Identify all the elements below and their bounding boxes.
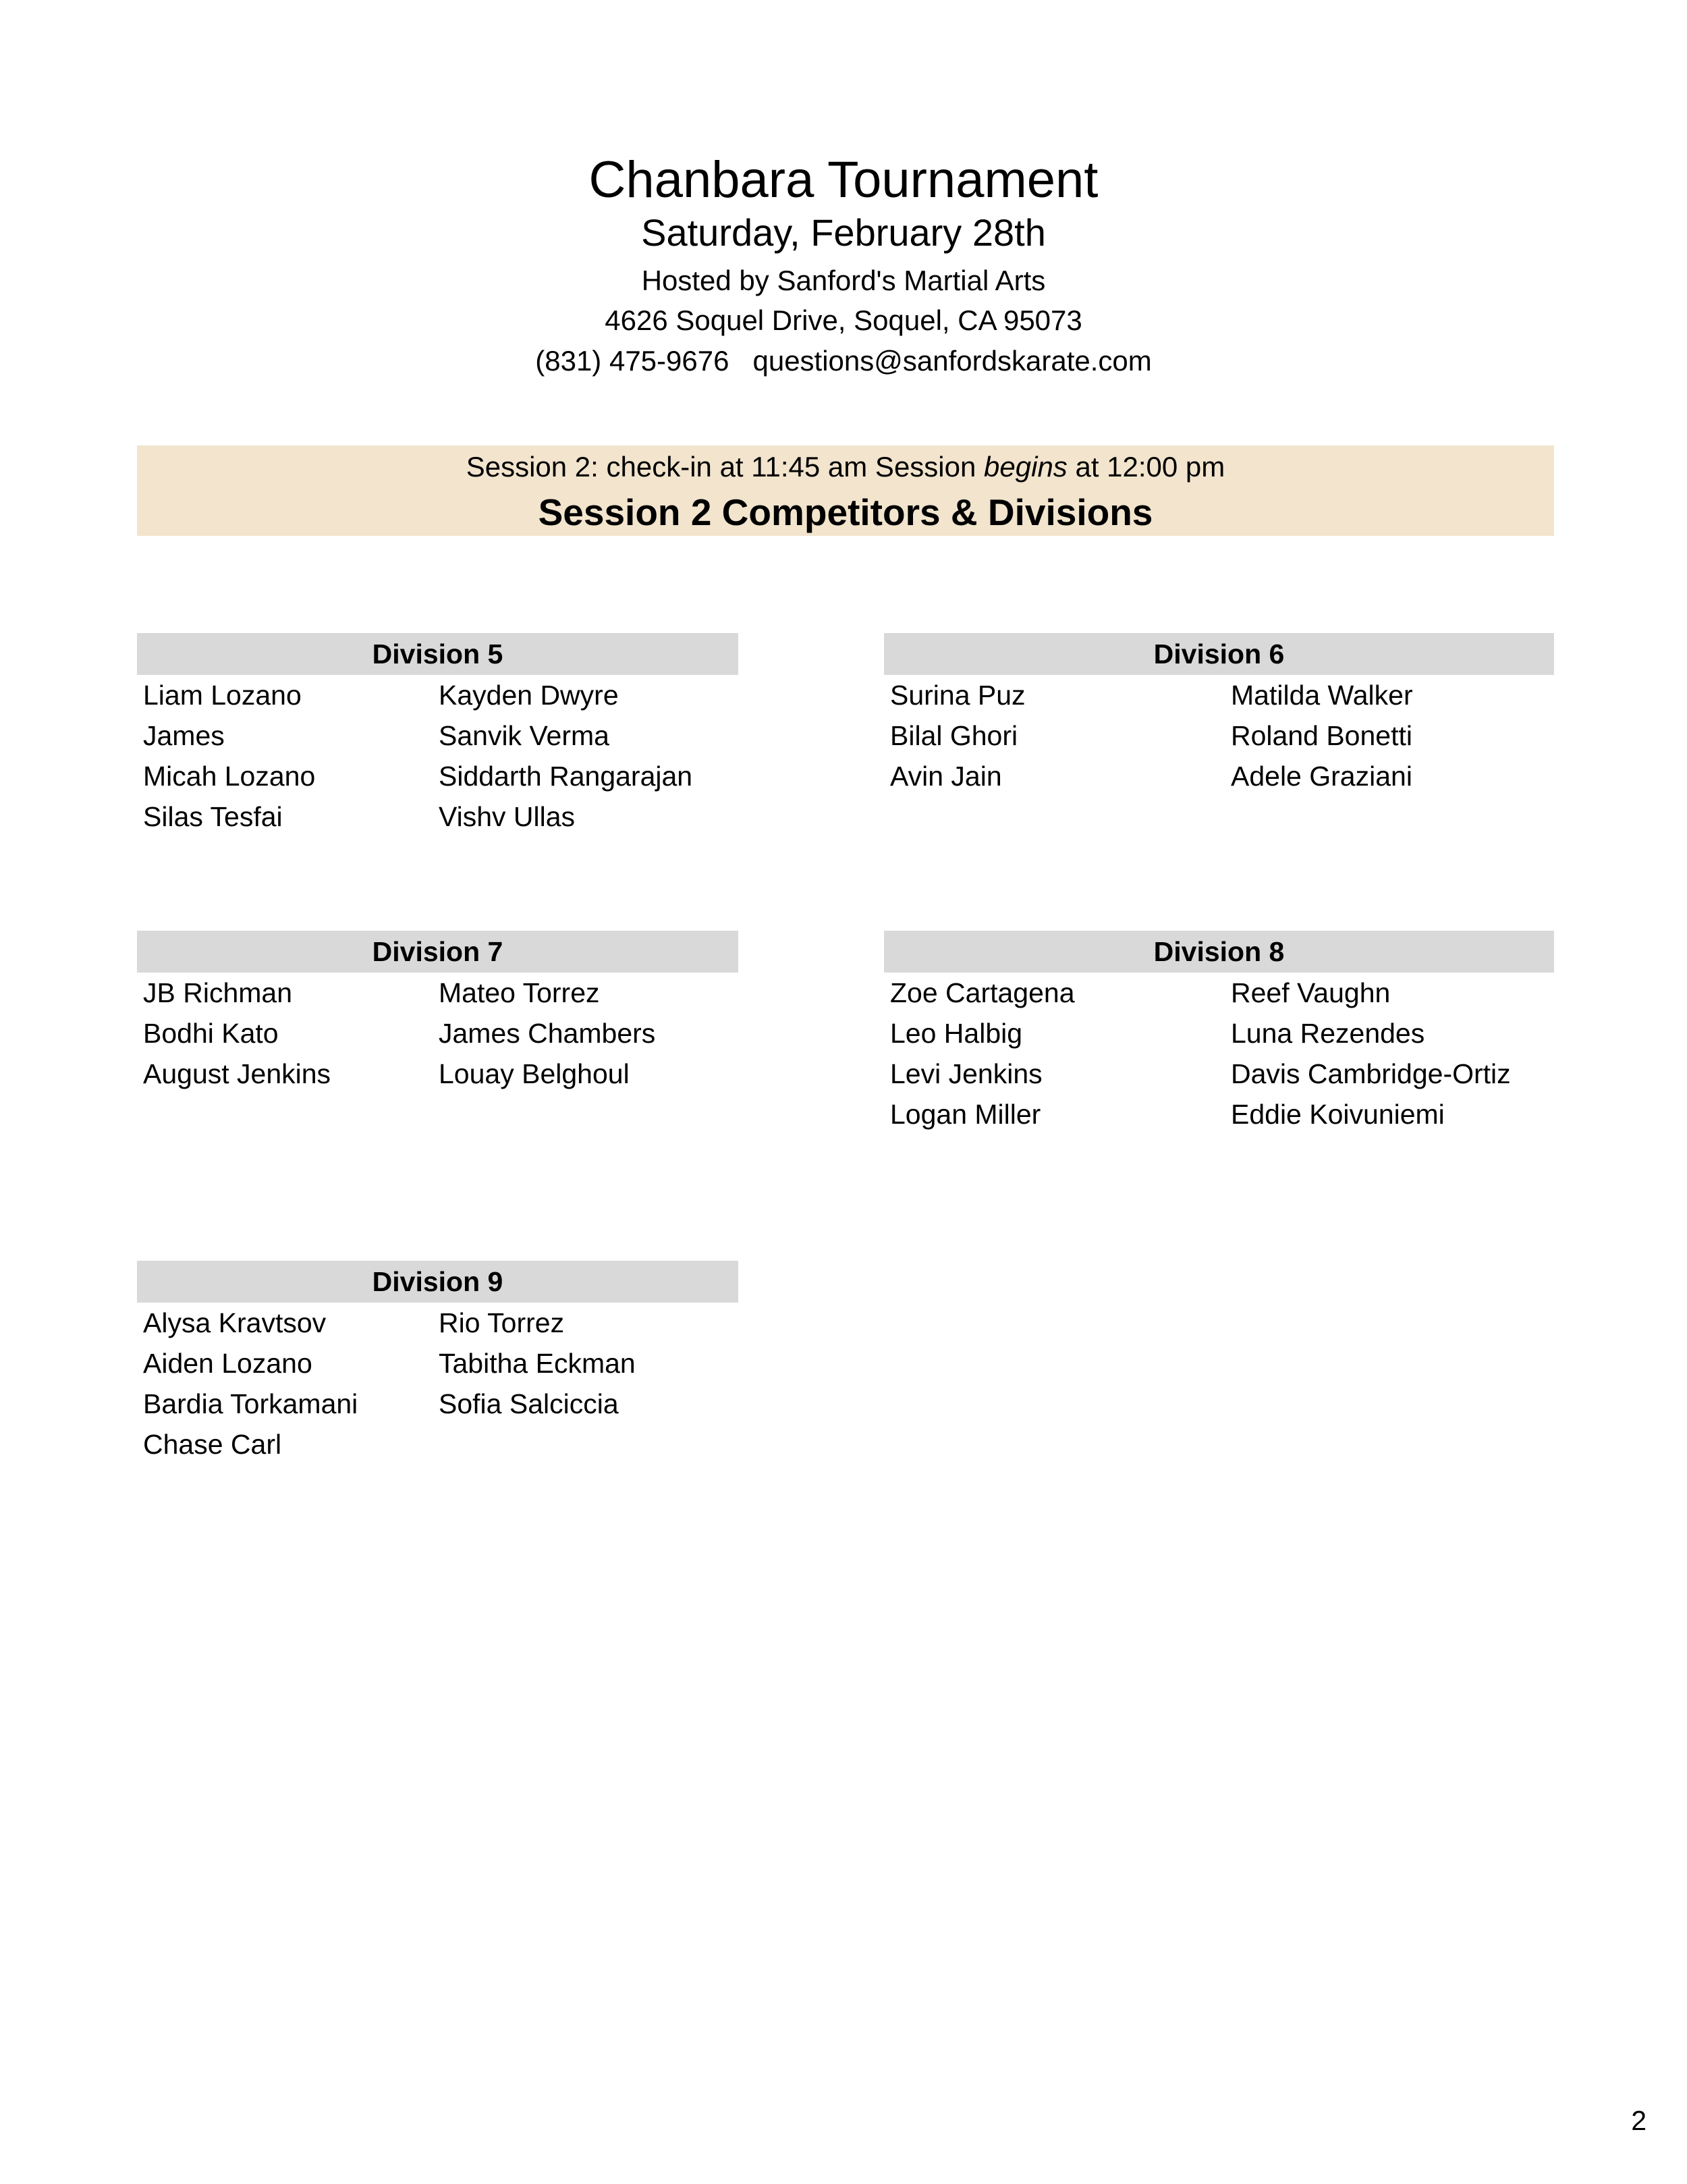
competitor: Sofia Salciccia xyxy=(439,1388,619,1419)
competitor: Davis Cambridge-Ortiz xyxy=(1231,1058,1511,1089)
division-8-header: Division 8 xyxy=(884,931,1554,973)
competitor: Vishv Ullas xyxy=(439,801,576,832)
competitor: Mateo Torrez xyxy=(439,977,600,1008)
competitor: August Jenkins xyxy=(143,1058,331,1089)
division-8-table xyxy=(884,931,1554,1130)
competitor: Louay Belghoul xyxy=(439,1058,630,1089)
session-checkin-emphasis: begins xyxy=(984,451,1068,483)
division-7-col-2 xyxy=(439,973,655,1094)
contact-email: questions@sanfordskarate.com xyxy=(752,345,1152,377)
competitor: Leo Halbig xyxy=(890,1018,1023,1049)
division-7-col-1 xyxy=(143,973,331,1094)
division-7-table xyxy=(137,931,738,1089)
competitor: Bilal Ghori xyxy=(890,720,1018,751)
competitor: Luna Rezendes xyxy=(1231,1018,1425,1049)
division-6-header: Division 6 xyxy=(884,633,1554,675)
session-checkin-suffix: at 12:00 pm xyxy=(1067,451,1225,483)
division-8-col-2 xyxy=(1231,973,1511,1135)
competitor: Aiden Lozano xyxy=(143,1348,312,1379)
competitor: Roland Bonetti xyxy=(1231,720,1412,751)
division-7-header: Division 7 xyxy=(137,931,738,973)
division-5-col-2 xyxy=(439,675,692,837)
competitor: Micah Lozano xyxy=(143,761,316,792)
division-9-col-2 xyxy=(439,1303,636,1424)
page-number: 2 xyxy=(1631,2105,1647,2136)
competitor: Surina Puz xyxy=(890,680,1026,711)
event-host: Hosted by Sanford's Martial Arts xyxy=(641,265,1046,296)
session-checkin-line xyxy=(137,448,1554,486)
competitor: Levi Jenkins xyxy=(890,1058,1043,1089)
competitor: JB Richman xyxy=(143,977,293,1008)
session-heading: Session 2 Competitors & Divisions xyxy=(538,491,1153,533)
competitor: Kayden Dwyre xyxy=(439,680,619,711)
competitor: Liam Lozano xyxy=(143,680,302,711)
division-9-col-1 xyxy=(143,1303,358,1465)
competitor: Avin Jain xyxy=(890,761,1002,792)
competitor: Alysa Kravtsov xyxy=(143,1307,327,1338)
division-8-col-1 xyxy=(890,973,1075,1135)
event-contact xyxy=(0,342,1687,380)
competitor: James xyxy=(143,720,225,751)
division-6-col-1 xyxy=(890,675,1026,796)
event-address: 4626 Soquel Drive, Soquel, CA 95073 xyxy=(605,304,1082,336)
competitor: Bodhi Kato xyxy=(143,1018,279,1049)
division-9-table xyxy=(137,1261,738,1460)
competitor: Reef Vaughn xyxy=(1231,977,1391,1008)
session-banner xyxy=(137,445,1554,536)
division-5-header: Division 5 xyxy=(137,633,738,675)
competitor: Logan Miller xyxy=(890,1099,1041,1130)
division-5-col-1 xyxy=(143,675,315,837)
competitor: Bardia Torkamani xyxy=(143,1388,358,1419)
division-6-table xyxy=(884,633,1554,792)
competitor: Rio Torrez xyxy=(439,1307,565,1338)
competitor: James Chambers xyxy=(439,1018,656,1049)
page-title: Chanbara Tournament xyxy=(588,151,1099,209)
competitor: Silas Tesfai xyxy=(143,801,283,832)
competitor: Eddie Koivuniemi xyxy=(1231,1099,1445,1130)
session-checkin-prefix: Session 2: check-in at 11:45 am Session xyxy=(466,451,985,483)
competitor: Siddarth Rangarajan xyxy=(439,761,693,792)
division-9-header: Division 9 xyxy=(137,1261,738,1303)
event-date: Saturday, February 28th xyxy=(641,211,1046,254)
competitor: Chase Carl xyxy=(143,1429,282,1460)
competitor: Sanvik Verma xyxy=(439,720,609,751)
competitor: Tabitha Eckman xyxy=(439,1348,636,1379)
contact-phone: (831) 475-9676 xyxy=(535,345,729,377)
competitor: Zoe Cartagena xyxy=(890,977,1075,1008)
competitor: Matilda Walker xyxy=(1231,680,1413,711)
competitor: Adele Graziani xyxy=(1231,761,1412,792)
division-6-col-2 xyxy=(1231,675,1413,796)
division-5-table xyxy=(137,633,738,832)
